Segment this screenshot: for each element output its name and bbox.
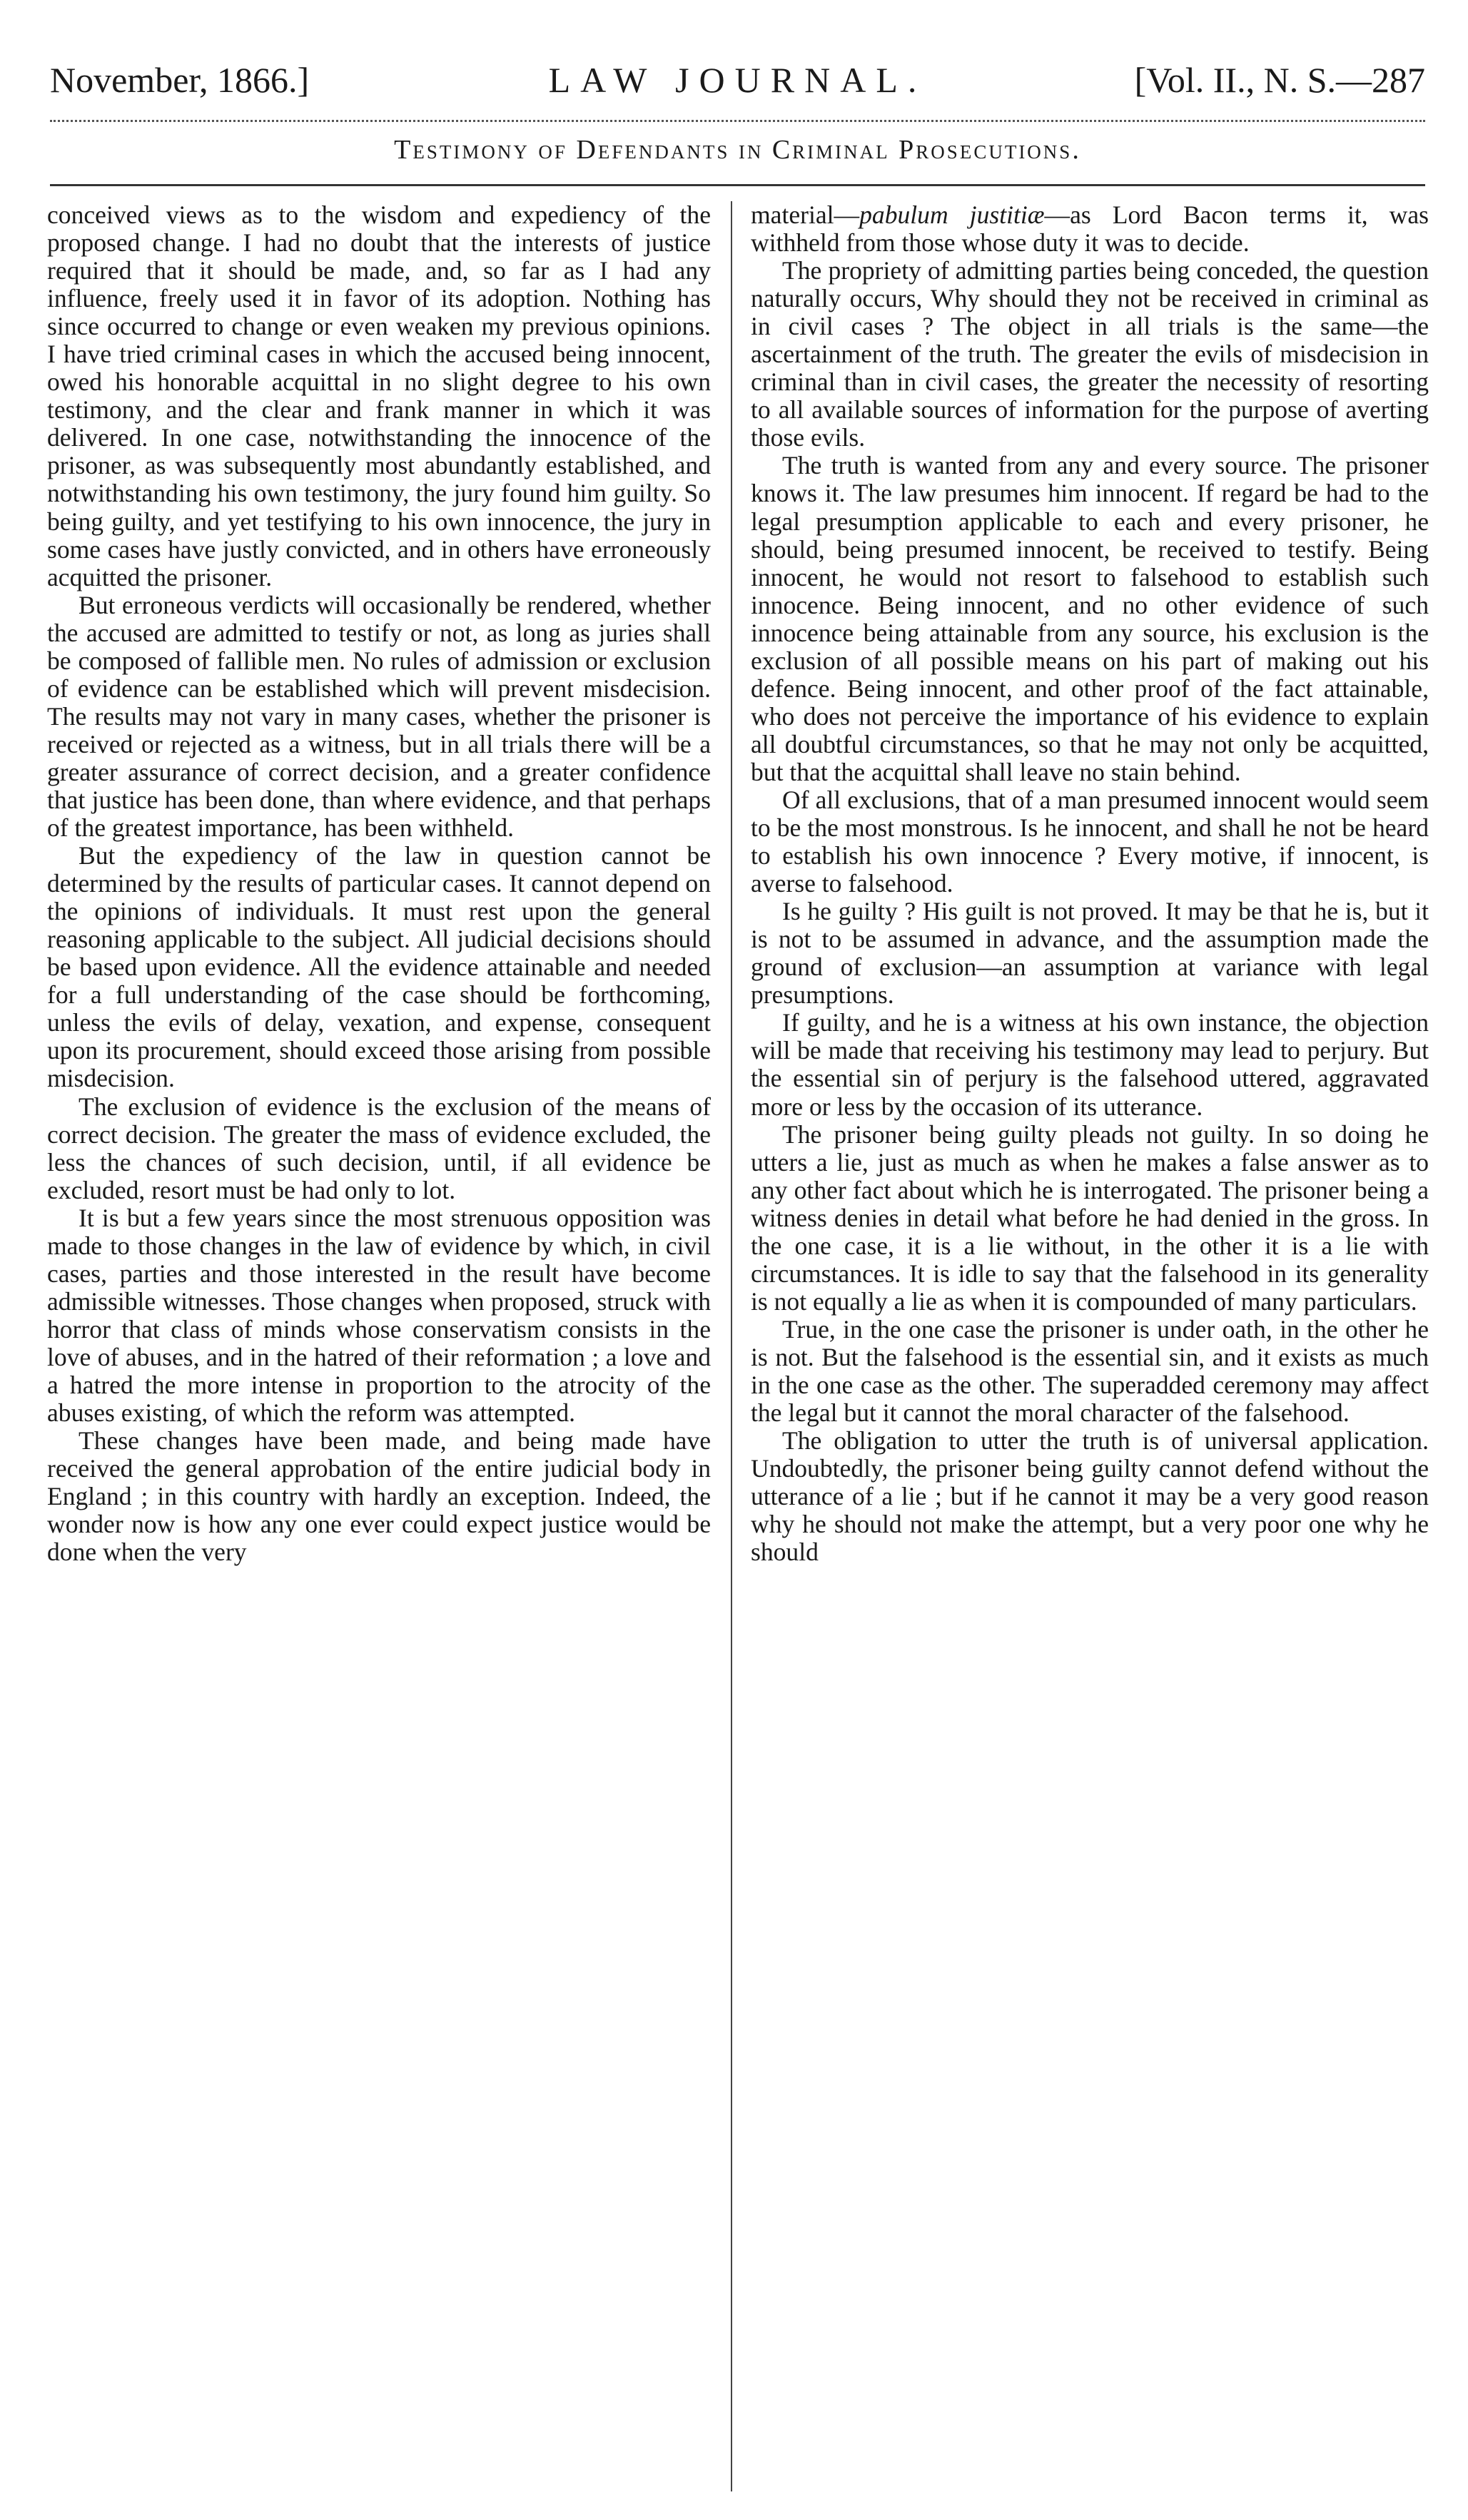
title-rule xyxy=(50,184,1425,186)
paragraph: The propriety of admitting parties being conceded, the question naturally occurs, Why should they not be received in criminal as in civil cases ? The object in all trials is the same—the ascertainment of the truth. The greater the evils of misdecision in criminal than in civil cases, the greater the necessity of resorting to all available sources of information for the purpose of averting those evils. xyxy=(751,256,1429,452)
header-journal-title: LAW JOURNAL. xyxy=(548,60,927,100)
paragraph: The exclusion of evidence is the exclusion of the means of correct decision. The greater the mass of evidence excluded, the less the chances of such decision, until, if all evidence be excluded, resort must be had only to lot. xyxy=(47,1092,711,1204)
left-column xyxy=(47,201,711,2506)
paragraph: conceived views as to the wisdom and expediency of the proposed change. I had no doubt that the interests of justice required that it should be made, and, so far as I had any influence, freely used it in favor of its adoption. Nothing has since occurred to change or even weaken my previous opinions. I have tried criminal cases in which the accused being innocent, owed his honorable acquittal in no slight degree to his own testimony, and the clear and frank manner in which it was delivered. In one case, notwithstanding the innocence of the prisoner, as was subsequently most abundantly established, and notwithstanding his own testimony, the jury found him guilty. So being guilty, and yet testifying to his own innocence, the jury in some cases have justly convicted, and in others have erroneously acquitted the prisoner. xyxy=(47,201,711,591)
header-rule xyxy=(50,120,1425,122)
paragraph: The obligation to utter the truth is of universal application. Undoubtedly, the prisoner being guilty cannot defend without the utterance of a lie ; but if he cannot it may be a very good reason why he should not make the attempt, but a very poor one why he should xyxy=(751,1426,1429,1567)
paragraph: But the expediency of the law in question cannot be determined by the results of particular cases. It cannot depend on the opinions of individuals. It must rest upon the general reasoning applicable to the subject. All judicial decisions should be based upon evidence. All the evidence attainable and needed for a full understanding of the case should be forthcoming, unless the evils of delay, vexation, and expense, consequent upon its procurement, should exceed those arising from possible misdecision. xyxy=(47,841,711,1093)
column-divider xyxy=(731,201,732,2491)
paragraph xyxy=(751,201,1429,257)
latin-phrase: pabulum justitiæ xyxy=(859,201,1045,229)
paragraph: Of all exclusions, that of a man presumed innocent would seem to be the most monstrous. Is he innocent, and shall he not be heard to establish his own innocence ? Every motive, if innocent, is averse to falsehood. xyxy=(751,785,1429,898)
header-date: November, 1866.] xyxy=(50,60,310,100)
paragraph: The prisoner being guilty pleads not guilty. In so doing he utters a lie, just as much as when he makes a false answer as to any other fact about which he is interrogated. The prisoner being a witness denies in detail what before he had denied in the gross. In the one case, it is a lie without, in the other it is a lie with circumstances. It is idle to say that the falsehood in its generality is not equally a lie as when it is compounded of many particulars. xyxy=(751,1119,1429,1316)
running-header xyxy=(50,57,1425,107)
paragraph: It is but a few years since the most strenuous opposition was made to those changes in the law of evidence by which, in civil cases, parties and those interested in the result have become admissible witnesses. Those changes when proposed, struck with horror that class of minds whose conservatism consists in the love of abuses, and in the hatred of their reformation ; a love and a hatred the more intense in proportion to the atrocity of the abuses existing, of which the reform was attempted. xyxy=(47,1203,711,1428)
paragraph: But erroneous verdicts will occasionally be rendered, whether the accused are admitted to testify or not, as long as juries shall be composed of fallible men. No rules of admission or exclusion of evidence can be established which will prevent misdecision. The results may not vary in many cases, whether the prisoner is received or rejected as a witness, but in all trials there will be a greater assurance of correct decision, and a greater confidence that justice has been done, than where evidence, and that perhaps of the greatest importance, has been withheld. xyxy=(47,590,711,843)
text-run: —as Lord Bacon terms it, was withheld from those whose duty it was to decide. xyxy=(751,201,1429,258)
paragraph: The truth is wanted from any and every source. The prisoner knows it. The law presumes him innocent. If regard be had to the legal presumption applicable to each and every prisoner, he should, being presumed innocent, be received to testify. Being innocent, he would not resort to falsehood to establish such innocence. Being innocent, and no other evidence of such innocence being attainable from any source, his exclusion is the exclusion of all possible means on his part of making out his defence. Being innocent, and other proof of the fact attainable, who does not perceive the importance of his evidence to explain all doubtful circumstances, so that he may not only be acquitted, but that the acquittal shall leave no stain behind. xyxy=(751,451,1429,786)
article-title: Testimony of Defendants in Criminal Prosecutions. xyxy=(394,135,1081,165)
paragraph: If guilty, and he is a witness at his own instance, the objection will be made that receiving his testimony may lead to perjury. But the essential sin of perjury is the falsehood uttered, aggravated more or less by the occasion of its utterance. xyxy=(751,1008,1429,1121)
paragraph: Is he guilty ? His guilt is not proved. It may be that he is, but it is not to be assumed in advance, and the assumption made the ground of exclusion—an assumption at variance with legal presumptions. xyxy=(751,897,1429,1010)
paragraph: True, in the one case the prisoner is under oath, in the other he is not. But the falsehood is the essential sin, and it exists as much in the one case as the other. The superadded ceremony may affect the legal but it cannot the moral character of the falsehood. xyxy=(751,1314,1429,1428)
right-column xyxy=(751,201,1429,2506)
header-volume-page: [Vol. II., N. S.—287 xyxy=(1134,60,1425,100)
text-run: material— xyxy=(751,201,860,229)
paragraph: These changes have been made, and being made have received the general approbation of the entire judicial body in England ; in this country with hardly an exception. Indeed, the wonder now is how any one ever could expect justice would be done when the very xyxy=(47,1426,711,1567)
